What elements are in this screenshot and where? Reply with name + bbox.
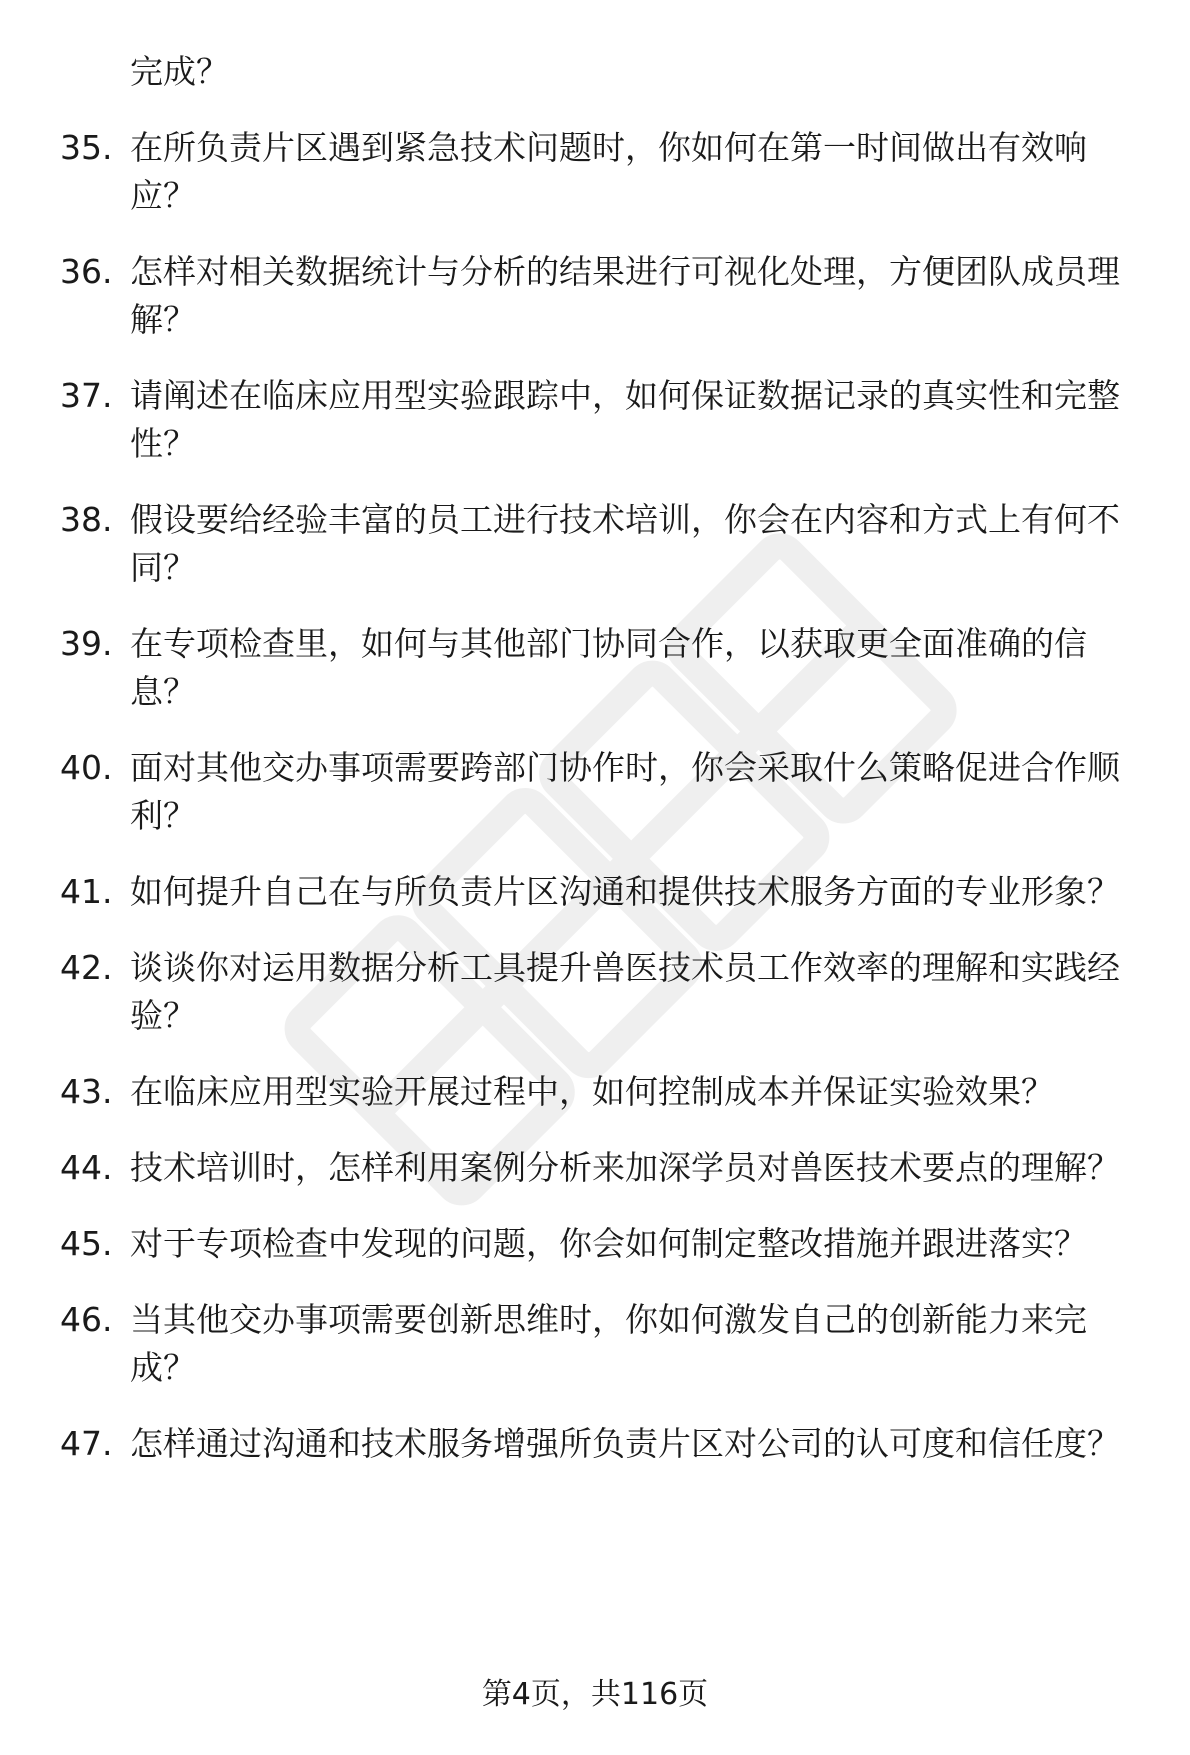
question-item — [60, 1220, 1150, 1268]
question-item — [60, 372, 1150, 468]
question-item — [60, 944, 1150, 1040]
question-text: 当其他交办事项需要创新思维时，你如何激发自己的创新能力来完成？ — [130, 1300, 1087, 1387]
question-text: 对于专项检查中发现的问题，你会如何制定整改措施并跟进落实？ — [130, 1224, 1087, 1263]
continuation-text: 完成？ — [130, 52, 229, 91]
question-number: 37. — [60, 376, 113, 415]
question-text: 怎样对相关数据统计与分析的结果进行可视化处理，方便团队成员理解？ — [130, 252, 1120, 339]
question-item — [60, 124, 1150, 220]
question-number: 39. — [60, 624, 113, 663]
question-text: 在所负责片区遇到紧急技术问题时，你如何在第一时间做出有效响应？ — [130, 128, 1087, 215]
question-item — [60, 868, 1150, 916]
question-number: 46. — [60, 1300, 113, 1339]
question-text: 如何提升自己在与所负责片区沟通和提供技术服务方面的专业形象？ — [130, 872, 1120, 911]
page-footer: 第4页，共116页 — [481, 1677, 709, 1712]
question-number: 44. — [60, 1148, 113, 1187]
question-item — [60, 1068, 1150, 1116]
question-content — [60, 48, 1150, 1496]
question-item — [60, 248, 1150, 344]
question-number: 35. — [60, 128, 113, 167]
question-number: 42. — [60, 948, 113, 987]
question-item — [60, 1420, 1150, 1468]
question-number: 41. — [60, 872, 113, 911]
question-text: 请阐述在临床应用型实验跟踪中，如何保证数据记录的真实性和完整性？ — [130, 376, 1120, 463]
question-item — [60, 744, 1150, 840]
question-number: 43. — [60, 1072, 113, 1111]
question-number: 40. — [60, 748, 113, 787]
question-text: 谈谈你对运用数据分析工具提升兽医技术员工作效率的理解和实践经验？ — [130, 948, 1120, 1035]
question-item — [60, 620, 1150, 716]
question-number: 36. — [60, 252, 113, 291]
question-item — [60, 1144, 1150, 1192]
question-text: 怎样通过沟通和技术服务增强所负责片区对公司的认可度和信任度？ — [130, 1424, 1120, 1463]
question-number: 38. — [60, 500, 113, 539]
question-text: 面对其他交办事项需要跨部门协作时，你会采取什么策略促进合作顺利？ — [130, 748, 1120, 835]
question-number: 47. — [60, 1424, 113, 1463]
question-text: 在专项检查里，如何与其他部门协同合作，以获取更全面准确的信息？ — [130, 624, 1087, 711]
question-text: 技术培训时，怎样利用案例分析来加深学员对兽医技术要点的理解？ — [130, 1148, 1120, 1187]
question-text: 在临床应用型实验开展过程中，如何控制成本并保证实验效果？ — [130, 1072, 1054, 1111]
question-text: 假设要给经验丰富的员工进行技术培训，你会在内容和方式上有何不同？ — [130, 500, 1120, 587]
question-list — [60, 124, 1150, 1468]
question-number: 45. — [60, 1224, 113, 1263]
question-item — [60, 1296, 1150, 1392]
question-item — [60, 496, 1150, 592]
